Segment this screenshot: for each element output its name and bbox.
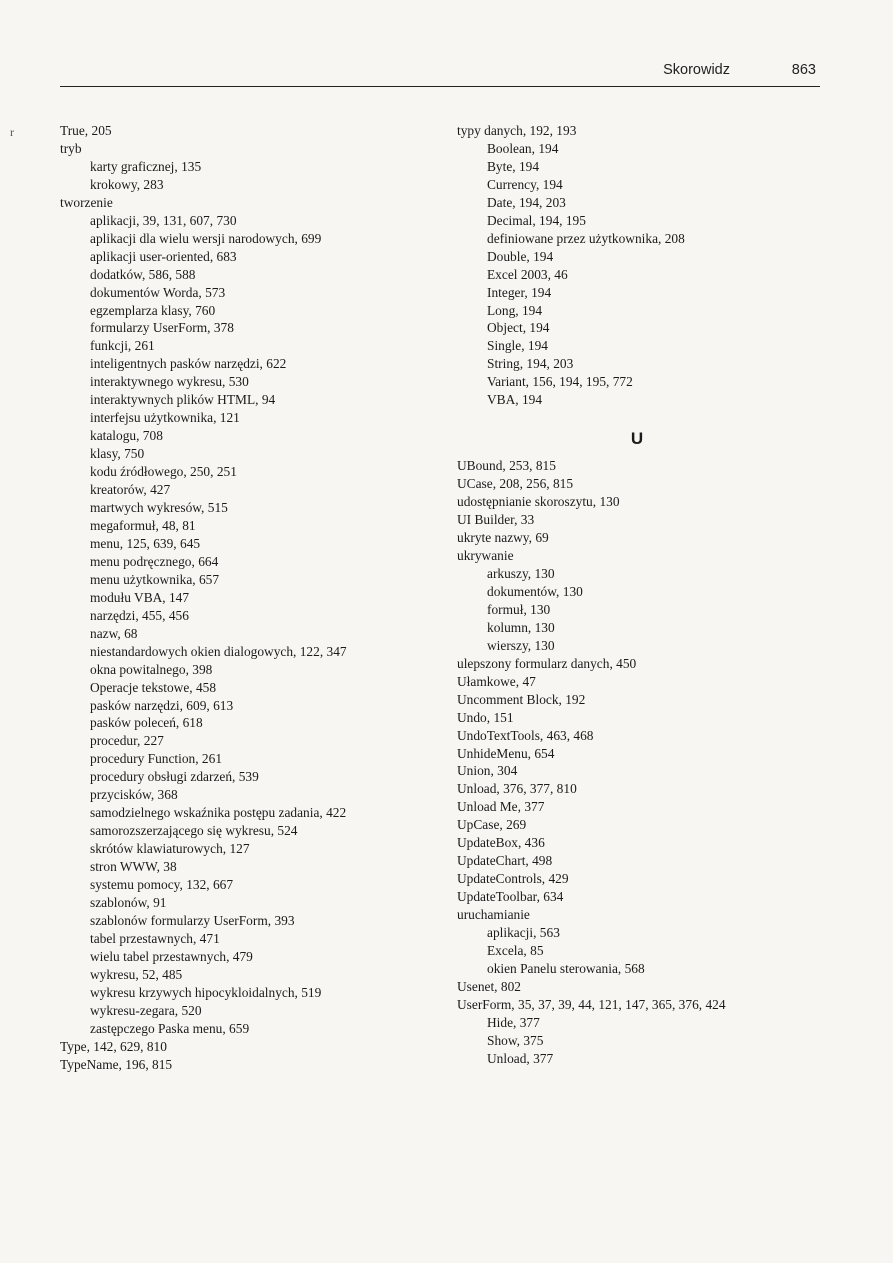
index-subentry: niestandardowych okien dialogowych, 122, 347 <box>90 643 347 659</box>
index-entry: tryb <box>60 140 82 156</box>
index-subentry: formuł, 130 <box>487 601 551 617</box>
index-subentry: Date, 194, 203 <box>487 194 566 210</box>
index-entry: ukryte nazwy, 69 <box>457 530 549 546</box>
index-subentry: okien Panelu sterowania, 568 <box>487 960 645 976</box>
index-subentry: interaktywnych plików HTML, 94 <box>90 392 276 408</box>
index-subentry: zastępczego Paska menu, 659 <box>90 1020 250 1036</box>
index-subentry: aplikacji user-oriented, 683 <box>90 248 237 264</box>
index-entry: Undo, 151 <box>457 709 514 725</box>
index-subentry: klasy, 750 <box>90 446 145 462</box>
index-entry: Uncomment Block, 192 <box>457 691 586 707</box>
index-entry: udostępnianie skoroszytu, 130 <box>457 494 620 510</box>
index-entry: UpdateControls, 429 <box>457 871 569 887</box>
index-subentry: wielu tabel przestawnych, 479 <box>90 948 253 964</box>
index-entry: TypeName, 196, 815 <box>60 1056 173 1072</box>
index-subentry: krokowy, 283 <box>90 176 164 192</box>
index-subentry: Object, 194 <box>487 320 550 336</box>
index-subentry: systemu pomocy, 132, 667 <box>90 877 234 893</box>
index-subentry: samorozszerzającego się wykresu, 524 <box>90 823 298 839</box>
index-entry: Unload, 376, 377, 810 <box>457 781 577 797</box>
page-number: 863 <box>791 62 816 78</box>
index-subentry: wykresu krzywych hipocykloidalnych, 519 <box>90 984 322 1000</box>
index-subentry: narzędzi, 455, 456 <box>90 607 189 623</box>
index-subentry: Double, 194 <box>487 248 554 264</box>
index-subentry: pasków narzędzi, 609, 613 <box>90 697 234 713</box>
index-subentry: tabel przestawnych, 471 <box>90 930 220 946</box>
index-subentry: formularzy UserForm, 378 <box>90 320 234 336</box>
running-title: Skorowidz <box>663 62 730 78</box>
index-subentry: String, 194, 203 <box>487 356 574 372</box>
index-subentry: szablonów, 91 <box>90 894 167 910</box>
index-entry: UpCase, 269 <box>457 817 527 833</box>
index-subentry: wierszy, 130 <box>487 637 555 653</box>
index-subentry: Integer, 194 <box>487 284 552 300</box>
index-entry: UnhideMenu, 654 <box>457 745 555 761</box>
index-subentry: egzemplarza klasy, 760 <box>90 302 216 318</box>
index-subentry: interaktywnego wykresu, 530 <box>90 374 249 390</box>
index-entry: UpdateChart, 498 <box>457 853 553 869</box>
section-letter-u: U <box>630 429 644 449</box>
index-subentry: wykresu-zegara, 520 <box>90 1002 202 1018</box>
index-entry: UserForm, 35, 37, 39, 44, 121, 147, 365, 376, 424 <box>457 996 726 1012</box>
index-subentry: dokumentów, 130 <box>487 583 583 599</box>
index-subentry: VBA, 194 <box>487 392 543 408</box>
index-entry: UI Builder, 33 <box>457 512 535 528</box>
index-subentry: katalogu, 708 <box>90 428 163 444</box>
index-entry: ukrywanie <box>457 548 514 564</box>
index-entry: UBound, 253, 815 <box>457 458 556 474</box>
index-subentry: definiowane przez użytkownika, 208 <box>487 230 685 246</box>
index-subentry: dodatków, 586, 588 <box>90 266 196 282</box>
index-entry: uruchamianie <box>457 907 530 923</box>
index-column-right <box>457 122 857 1068</box>
index-subentry: funkcji, 261 <box>90 338 155 354</box>
index-entry: Ułamkowe, 47 <box>457 673 536 689</box>
index-entry: Unload Me, 377 <box>457 799 545 815</box>
index-group-t <box>457 122 857 409</box>
index-subentry: Operacje tekstowe, 458 <box>90 679 217 695</box>
index-entry: Type, 142, 629, 810 <box>60 1038 167 1054</box>
index-subentry: aplikacji, 39, 131, 607, 730 <box>90 212 237 228</box>
index-subentry: wykresu, 52, 485 <box>90 966 183 982</box>
page-header <box>60 60 820 87</box>
index-subentry: Unload, 377 <box>487 1050 554 1066</box>
index-entry: UCase, 208, 256, 815 <box>457 476 574 492</box>
index-subentry: pasków poleceń, 618 <box>90 715 203 731</box>
index-subentry: Currency, 194 <box>487 176 563 192</box>
index-subentry: kolumn, 130 <box>487 619 555 635</box>
index-subentry: Hide, 377 <box>487 1014 540 1030</box>
index-subentry: aplikacji dla wielu wersji narodowych, 699 <box>90 230 322 246</box>
index-subentry: procedur, 227 <box>90 733 164 749</box>
index-subentry: aplikacji, 563 <box>487 925 560 941</box>
index-subentry: kreatorów, 427 <box>90 482 171 498</box>
index-subentry: karty graficznej, 135 <box>90 158 202 174</box>
index-subentry: Single, 194 <box>487 338 549 354</box>
index-entry: True, 205 <box>60 123 112 138</box>
index-entry: ulepszony formularz danych, 450 <box>457 655 637 671</box>
index-subentry: megaformuł, 48, 81 <box>90 517 196 533</box>
index-subentry: dokumentów Worda, 573 <box>90 284 226 300</box>
index-subentry: Excel 2003, 46 <box>487 266 568 282</box>
index-subentry: modułu VBA, 147 <box>90 589 190 605</box>
index-subentry: okna powitalnego, 398 <box>90 661 213 677</box>
index-subentry: menu podręcznego, 664 <box>90 553 219 569</box>
index-subentry: procedury obsługi zdarzeń, 539 <box>90 769 259 785</box>
index-column-left <box>60 122 440 1074</box>
index-subentry: szablonów formularzy UserForm, 393 <box>90 912 295 928</box>
index-entry: UndoTextTools, 463, 468 <box>457 727 594 743</box>
index-entry: tworzenie <box>60 194 113 210</box>
index-subentry: kodu źródłowego, 250, 251 <box>90 464 237 480</box>
index-subentry: Decimal, 194, 195 <box>487 212 586 228</box>
index-subentry: inteligentnych pasków narzędzi, 622 <box>90 356 287 372</box>
index-subentry: Show, 375 <box>487 1032 544 1048</box>
index-subentry: stron WWW, 38 <box>90 859 177 875</box>
index-subentry: skrótów klawiaturowych, 127 <box>90 841 250 857</box>
index-subentry: nazw, 68 <box>90 625 138 641</box>
index-entry: Usenet, 802 <box>457 978 521 994</box>
index-entry: Union, 304 <box>457 763 518 779</box>
index-entry: UpdateToolbar, 634 <box>457 889 564 905</box>
index-subentry: arkuszy, 130 <box>487 565 555 581</box>
index-subentry: martwych wykresów, 515 <box>90 500 228 516</box>
index-subentry: Variant, 156, 194, 195, 772 <box>487 374 633 390</box>
index-subentry: Excela, 85 <box>487 942 544 958</box>
index-subentry: menu, 125, 639, 645 <box>90 535 201 551</box>
index-subentry: samodzielnego wskaźnika postępu zadania, 422 <box>90 805 347 821</box>
index-entry: UpdateBox, 436 <box>457 835 545 851</box>
index-subentry: Boolean, 194 <box>487 140 559 156</box>
index-group-u <box>457 457 857 1067</box>
index-subentry: interfejsu użytkownika, 121 <box>90 410 240 426</box>
index-subentry: przycisków, 368 <box>90 787 178 803</box>
margin-mark: r <box>10 125 14 139</box>
index-subentry: menu użytkownika, 657 <box>90 571 220 587</box>
index-subentry: Byte, 194 <box>487 158 540 174</box>
index-subentry: Long, 194 <box>487 302 543 318</box>
index-entry: typy danych, 192, 193 <box>457 123 577 138</box>
index-subentry: procedury Function, 261 <box>90 751 223 767</box>
